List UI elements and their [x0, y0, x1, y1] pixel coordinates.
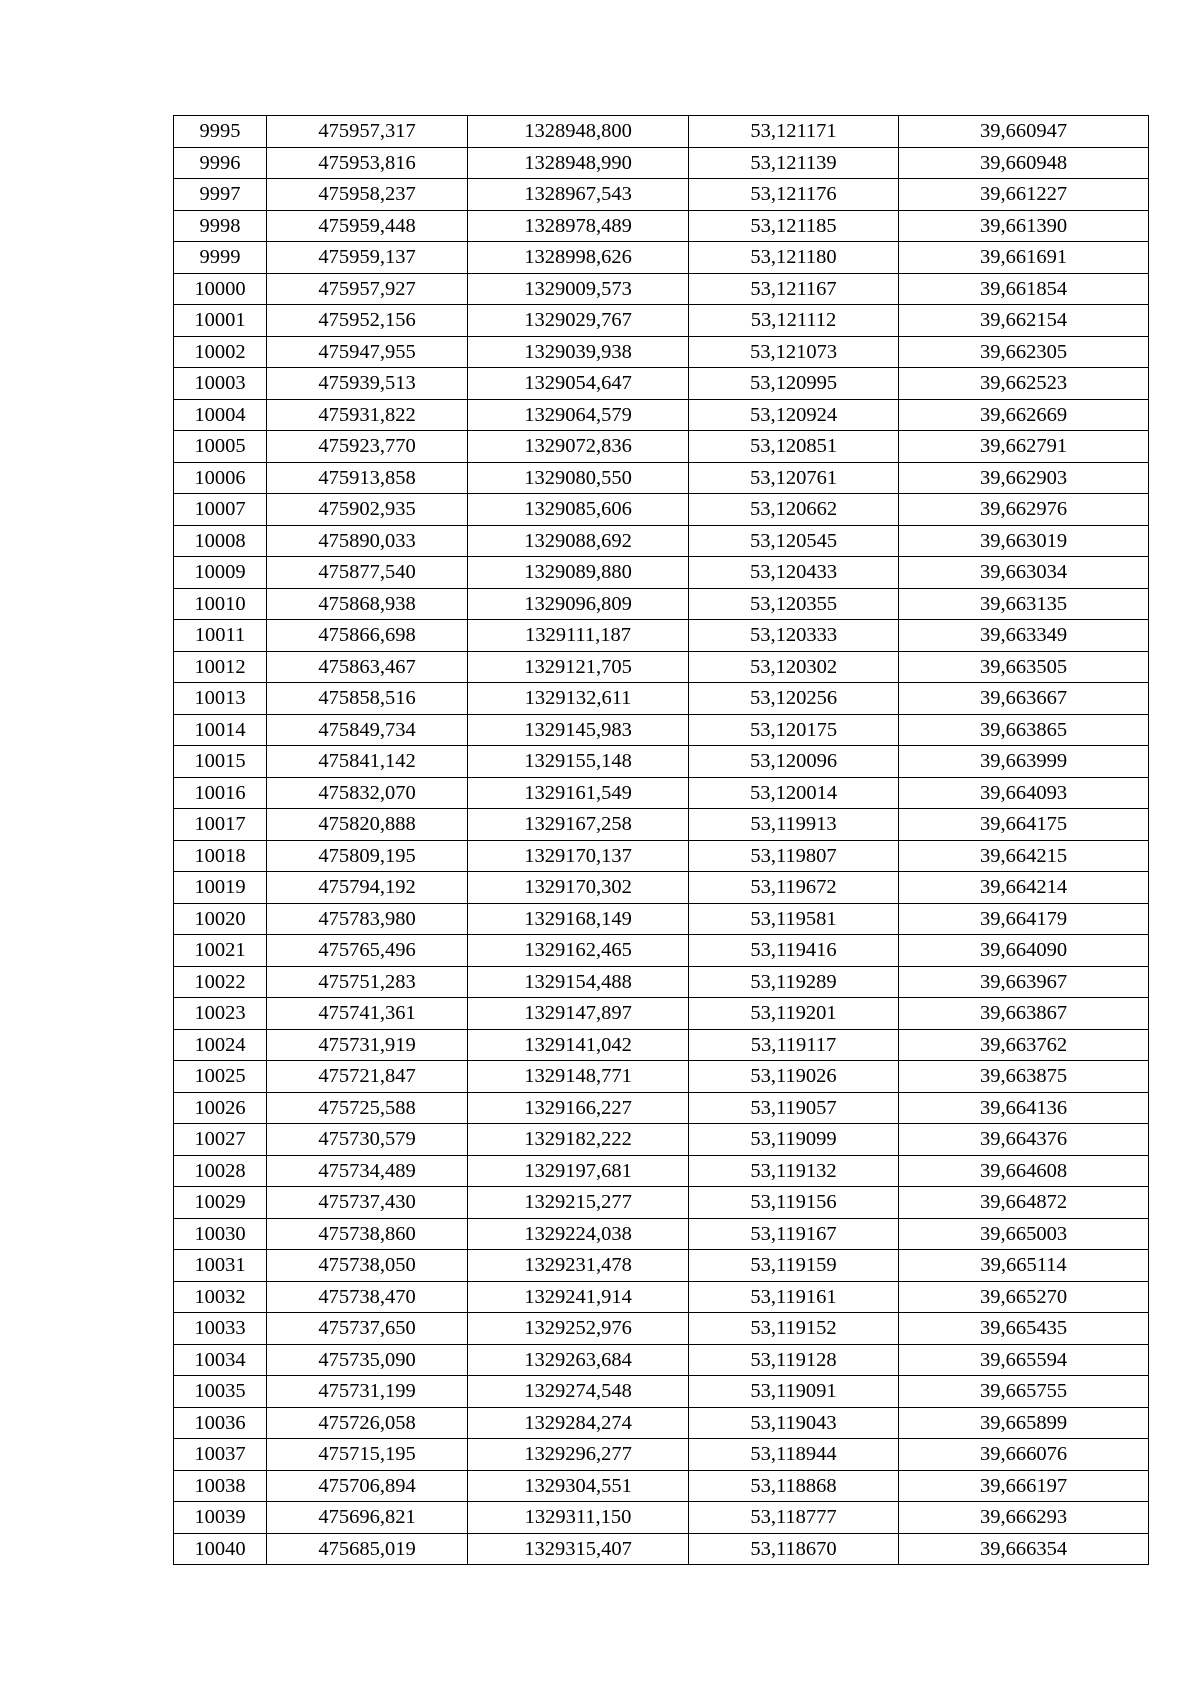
point-number-cell: 9997	[174, 179, 267, 211]
table-row	[174, 1187, 1149, 1219]
longitude-cell: 39,666354	[899, 1533, 1149, 1565]
y-coordinate-cell: 1329096,809	[468, 588, 689, 620]
latitude-cell: 53,119289	[689, 966, 899, 998]
x-coordinate-cell: 475890,033	[267, 525, 468, 557]
point-number-cell: 10037	[174, 1439, 267, 1471]
longitude-cell: 39,665594	[899, 1344, 1149, 1376]
latitude-cell: 53,118944	[689, 1439, 899, 1471]
table-row	[174, 1281, 1149, 1313]
latitude-cell: 53,120761	[689, 462, 899, 494]
latitude-cell: 53,119099	[689, 1124, 899, 1156]
longitude-cell: 39,665899	[899, 1407, 1149, 1439]
longitude-cell: 39,666076	[899, 1439, 1149, 1471]
x-coordinate-cell: 475765,496	[267, 935, 468, 967]
latitude-cell: 53,118777	[689, 1502, 899, 1534]
latitude-cell: 53,120924	[689, 399, 899, 431]
x-coordinate-cell: 475957,927	[267, 273, 468, 305]
table-row	[174, 1439, 1149, 1471]
y-coordinate-cell: 1328967,543	[468, 179, 689, 211]
table-row	[174, 714, 1149, 746]
table-row	[174, 809, 1149, 841]
y-coordinate-cell: 1328948,800	[468, 116, 689, 148]
table-row	[174, 1533, 1149, 1565]
y-coordinate-cell: 1329039,938	[468, 336, 689, 368]
point-number-cell: 10035	[174, 1376, 267, 1408]
y-coordinate-cell: 1329167,258	[468, 809, 689, 841]
y-coordinate-cell: 1329166,227	[468, 1092, 689, 1124]
point-number-cell: 10033	[174, 1313, 267, 1345]
latitude-cell: 53,119201	[689, 998, 899, 1030]
x-coordinate-cell: 475706,894	[267, 1470, 468, 1502]
latitude-cell: 53,119167	[689, 1218, 899, 1250]
y-coordinate-cell: 1329315,407	[468, 1533, 689, 1565]
y-coordinate-cell: 1329252,976	[468, 1313, 689, 1345]
table-row	[174, 462, 1149, 494]
x-coordinate-cell: 475957,317	[267, 116, 468, 148]
longitude-cell: 39,665435	[899, 1313, 1149, 1345]
longitude-cell: 39,662903	[899, 462, 1149, 494]
latitude-cell: 53,119156	[689, 1187, 899, 1219]
table-row	[174, 1344, 1149, 1376]
x-coordinate-cell: 475738,050	[267, 1250, 468, 1282]
table-row	[174, 1124, 1149, 1156]
y-coordinate-cell: 1329085,606	[468, 494, 689, 526]
x-coordinate-cell: 475725,588	[267, 1092, 468, 1124]
table-row	[174, 777, 1149, 809]
table-row	[174, 840, 1149, 872]
point-number-cell: 9995	[174, 116, 267, 148]
x-coordinate-cell: 475730,579	[267, 1124, 468, 1156]
latitude-cell: 53,118868	[689, 1470, 899, 1502]
point-number-cell: 9999	[174, 242, 267, 274]
x-coordinate-cell: 475832,070	[267, 777, 468, 809]
table-row	[174, 1313, 1149, 1345]
longitude-cell: 39,662305	[899, 336, 1149, 368]
table-row	[174, 179, 1149, 211]
x-coordinate-cell: 475731,199	[267, 1376, 468, 1408]
table-row	[174, 557, 1149, 589]
x-coordinate-cell: 475731,919	[267, 1029, 468, 1061]
y-coordinate-cell: 1329064,579	[468, 399, 689, 431]
point-number-cell: 9998	[174, 210, 267, 242]
x-coordinate-cell: 475858,516	[267, 683, 468, 715]
point-number-cell: 10014	[174, 714, 267, 746]
table-row	[174, 525, 1149, 557]
point-number-cell: 10012	[174, 651, 267, 683]
x-coordinate-cell: 475841,142	[267, 746, 468, 778]
y-coordinate-cell: 1328948,990	[468, 147, 689, 179]
point-number-cell: 10005	[174, 431, 267, 463]
point-number-cell: 10016	[174, 777, 267, 809]
y-coordinate-cell: 1329215,277	[468, 1187, 689, 1219]
x-coordinate-cell: 475866,698	[267, 620, 468, 652]
point-number-cell: 10030	[174, 1218, 267, 1250]
table-row	[174, 998, 1149, 1030]
latitude-cell: 53,119117	[689, 1029, 899, 1061]
point-number-cell: 10006	[174, 462, 267, 494]
y-coordinate-cell: 1329088,692	[468, 525, 689, 557]
table-row	[174, 305, 1149, 337]
longitude-cell: 39,664376	[899, 1124, 1149, 1156]
table-row	[174, 1218, 1149, 1250]
table-row	[174, 1061, 1149, 1093]
latitude-cell: 53,119672	[689, 872, 899, 904]
table-row	[174, 336, 1149, 368]
point-number-cell: 10031	[174, 1250, 267, 1282]
y-coordinate-cell: 1329145,983	[468, 714, 689, 746]
y-coordinate-cell: 1328978,489	[468, 210, 689, 242]
point-number-cell: 10027	[174, 1124, 267, 1156]
y-coordinate-cell: 1329080,550	[468, 462, 689, 494]
point-number-cell: 10039	[174, 1502, 267, 1534]
y-coordinate-cell: 1329147,897	[468, 998, 689, 1030]
point-number-cell: 10036	[174, 1407, 267, 1439]
longitude-cell: 39,661227	[899, 179, 1149, 211]
longitude-cell: 39,661854	[899, 273, 1149, 305]
table-row	[174, 210, 1149, 242]
table-row	[174, 273, 1149, 305]
y-coordinate-cell: 1329155,148	[468, 746, 689, 778]
table-row	[174, 399, 1149, 431]
longitude-cell: 39,663867	[899, 998, 1149, 1030]
x-coordinate-cell: 475931,822	[267, 399, 468, 431]
table-row	[174, 1470, 1149, 1502]
x-coordinate-cell: 475959,448	[267, 210, 468, 242]
x-coordinate-cell: 475947,955	[267, 336, 468, 368]
y-coordinate-cell: 1329284,274	[468, 1407, 689, 1439]
y-coordinate-cell: 1329274,548	[468, 1376, 689, 1408]
table-row	[174, 1092, 1149, 1124]
table-row	[174, 1407, 1149, 1439]
latitude-cell: 53,120545	[689, 525, 899, 557]
coordinates-table-body	[174, 116, 1149, 1565]
x-coordinate-cell: 475913,858	[267, 462, 468, 494]
point-number-cell: 10008	[174, 525, 267, 557]
x-coordinate-cell: 475953,816	[267, 147, 468, 179]
x-coordinate-cell: 475939,513	[267, 368, 468, 400]
table-row	[174, 872, 1149, 904]
longitude-cell: 39,663999	[899, 746, 1149, 778]
x-coordinate-cell: 475737,650	[267, 1313, 468, 1345]
point-number-cell: 10032	[174, 1281, 267, 1313]
point-number-cell: 10022	[174, 966, 267, 998]
latitude-cell: 53,120302	[689, 651, 899, 683]
x-coordinate-cell: 475685,019	[267, 1533, 468, 1565]
latitude-cell: 53,119043	[689, 1407, 899, 1439]
x-coordinate-cell: 475715,195	[267, 1439, 468, 1471]
longitude-cell: 39,663967	[899, 966, 1149, 998]
longitude-cell: 39,662154	[899, 305, 1149, 337]
latitude-cell: 53,119132	[689, 1155, 899, 1187]
longitude-cell: 39,664872	[899, 1187, 1149, 1219]
table-row	[174, 242, 1149, 274]
table-row	[174, 683, 1149, 715]
latitude-cell: 53,120851	[689, 431, 899, 463]
x-coordinate-cell: 475849,734	[267, 714, 468, 746]
latitude-cell: 53,119913	[689, 809, 899, 841]
latitude-cell: 53,121167	[689, 273, 899, 305]
latitude-cell: 53,119416	[689, 935, 899, 967]
latitude-cell: 53,120355	[689, 588, 899, 620]
y-coordinate-cell: 1329162,465	[468, 935, 689, 967]
longitude-cell: 39,664608	[899, 1155, 1149, 1187]
y-coordinate-cell: 1329089,880	[468, 557, 689, 589]
table-row	[174, 935, 1149, 967]
longitude-cell: 39,665003	[899, 1218, 1149, 1250]
coordinates-table	[173, 115, 1149, 1565]
longitude-cell: 39,666293	[899, 1502, 1149, 1534]
longitude-cell: 39,664093	[899, 777, 1149, 809]
point-number-cell: 10038	[174, 1470, 267, 1502]
y-coordinate-cell: 1329263,684	[468, 1344, 689, 1376]
x-coordinate-cell: 475959,137	[267, 242, 468, 274]
y-coordinate-cell: 1329170,137	[468, 840, 689, 872]
longitude-cell: 39,662976	[899, 494, 1149, 526]
y-coordinate-cell: 1329161,549	[468, 777, 689, 809]
point-number-cell: 10019	[174, 872, 267, 904]
latitude-cell: 53,118670	[689, 1533, 899, 1565]
latitude-cell: 53,119026	[689, 1061, 899, 1093]
latitude-cell: 53,119159	[689, 1250, 899, 1282]
latitude-cell: 53,119581	[689, 903, 899, 935]
longitude-cell: 39,663667	[899, 683, 1149, 715]
y-coordinate-cell: 1329009,573	[468, 273, 689, 305]
latitude-cell: 53,120333	[689, 620, 899, 652]
table-row	[174, 966, 1149, 998]
longitude-cell: 39,662791	[899, 431, 1149, 463]
latitude-cell: 53,120096	[689, 746, 899, 778]
longitude-cell: 39,664179	[899, 903, 1149, 935]
x-coordinate-cell: 475721,847	[267, 1061, 468, 1093]
y-coordinate-cell: 1329170,302	[468, 872, 689, 904]
y-coordinate-cell: 1329296,277	[468, 1439, 689, 1471]
x-coordinate-cell: 475737,430	[267, 1187, 468, 1219]
longitude-cell: 39,664215	[899, 840, 1149, 872]
table-row	[174, 147, 1149, 179]
y-coordinate-cell: 1329197,681	[468, 1155, 689, 1187]
point-number-cell: 10017	[174, 809, 267, 841]
point-number-cell: 10001	[174, 305, 267, 337]
y-coordinate-cell: 1329231,478	[468, 1250, 689, 1282]
x-coordinate-cell: 475958,237	[267, 179, 468, 211]
y-coordinate-cell: 1328998,626	[468, 242, 689, 274]
x-coordinate-cell: 475794,192	[267, 872, 468, 904]
latitude-cell: 53,120014	[689, 777, 899, 809]
table-row	[174, 1029, 1149, 1061]
longitude-cell: 39,663505	[899, 651, 1149, 683]
y-coordinate-cell: 1329141,042	[468, 1029, 689, 1061]
x-coordinate-cell: 475952,156	[267, 305, 468, 337]
latitude-cell: 53,121185	[689, 210, 899, 242]
point-number-cell: 10013	[174, 683, 267, 715]
point-number-cell: 10003	[174, 368, 267, 400]
longitude-cell: 39,660947	[899, 116, 1149, 148]
longitude-cell: 39,664175	[899, 809, 1149, 841]
longitude-cell: 39,662669	[899, 399, 1149, 431]
latitude-cell: 53,120256	[689, 683, 899, 715]
y-coordinate-cell: 1329304,551	[468, 1470, 689, 1502]
y-coordinate-cell: 1329241,914	[468, 1281, 689, 1313]
table-row	[174, 903, 1149, 935]
latitude-cell: 53,121112	[689, 305, 899, 337]
y-coordinate-cell: 1329054,647	[468, 368, 689, 400]
x-coordinate-cell: 475877,540	[267, 557, 468, 589]
longitude-cell: 39,661390	[899, 210, 1149, 242]
x-coordinate-cell: 475735,090	[267, 1344, 468, 1376]
table-row	[174, 746, 1149, 778]
y-coordinate-cell: 1329148,771	[468, 1061, 689, 1093]
table-row	[174, 1376, 1149, 1408]
latitude-cell: 53,119807	[689, 840, 899, 872]
y-coordinate-cell: 1329168,149	[468, 903, 689, 935]
longitude-cell: 39,661691	[899, 242, 1149, 274]
longitude-cell: 39,664090	[899, 935, 1149, 967]
y-coordinate-cell: 1329121,705	[468, 651, 689, 683]
longitude-cell: 39,665114	[899, 1250, 1149, 1282]
point-number-cell: 10020	[174, 903, 267, 935]
x-coordinate-cell: 475868,938	[267, 588, 468, 620]
point-number-cell: 10009	[174, 557, 267, 589]
point-number-cell: 10024	[174, 1029, 267, 1061]
longitude-cell: 39,662523	[899, 368, 1149, 400]
longitude-cell: 39,666197	[899, 1470, 1149, 1502]
longitude-cell: 39,663762	[899, 1029, 1149, 1061]
x-coordinate-cell: 475820,888	[267, 809, 468, 841]
point-number-cell: 10004	[174, 399, 267, 431]
point-number-cell: 10007	[174, 494, 267, 526]
y-coordinate-cell: 1329111,187	[468, 620, 689, 652]
latitude-cell: 53,121171	[689, 116, 899, 148]
point-number-cell: 10040	[174, 1533, 267, 1565]
latitude-cell: 53,119161	[689, 1281, 899, 1313]
point-number-cell: 10026	[174, 1092, 267, 1124]
point-number-cell: 10034	[174, 1344, 267, 1376]
point-number-cell: 10010	[174, 588, 267, 620]
longitude-cell: 39,660948	[899, 147, 1149, 179]
x-coordinate-cell: 475734,489	[267, 1155, 468, 1187]
x-coordinate-cell: 475696,821	[267, 1502, 468, 1534]
x-coordinate-cell: 475738,470	[267, 1281, 468, 1313]
point-number-cell: 10015	[174, 746, 267, 778]
x-coordinate-cell: 475783,980	[267, 903, 468, 935]
y-coordinate-cell: 1329224,038	[468, 1218, 689, 1250]
longitude-cell: 39,664136	[899, 1092, 1149, 1124]
point-number-cell: 10002	[174, 336, 267, 368]
latitude-cell: 53,120995	[689, 368, 899, 400]
latitude-cell: 53,121176	[689, 179, 899, 211]
latitude-cell: 53,121180	[689, 242, 899, 274]
table-row	[174, 651, 1149, 683]
x-coordinate-cell: 475726,058	[267, 1407, 468, 1439]
table-row	[174, 588, 1149, 620]
x-coordinate-cell: 475809,195	[267, 840, 468, 872]
latitude-cell: 53,119152	[689, 1313, 899, 1345]
point-number-cell: 10000	[174, 273, 267, 305]
longitude-cell: 39,665755	[899, 1376, 1149, 1408]
latitude-cell: 53,120433	[689, 557, 899, 589]
longitude-cell: 39,663349	[899, 620, 1149, 652]
y-coordinate-cell: 1329029,767	[468, 305, 689, 337]
table-row	[174, 1502, 1149, 1534]
table-row	[174, 1155, 1149, 1187]
x-coordinate-cell: 475902,935	[267, 494, 468, 526]
point-number-cell: 10018	[174, 840, 267, 872]
latitude-cell: 53,119128	[689, 1344, 899, 1376]
longitude-cell: 39,663034	[899, 557, 1149, 589]
table-row	[174, 116, 1149, 148]
point-number-cell: 10025	[174, 1061, 267, 1093]
y-coordinate-cell: 1329072,836	[468, 431, 689, 463]
latitude-cell: 53,121139	[689, 147, 899, 179]
latitude-cell: 53,119091	[689, 1376, 899, 1408]
table-row	[174, 1250, 1149, 1282]
point-number-cell: 10029	[174, 1187, 267, 1219]
x-coordinate-cell: 475751,283	[267, 966, 468, 998]
longitude-cell: 39,663875	[899, 1061, 1149, 1093]
y-coordinate-cell: 1329154,488	[468, 966, 689, 998]
table-row	[174, 620, 1149, 652]
point-number-cell: 9996	[174, 147, 267, 179]
y-coordinate-cell: 1329311,150	[468, 1502, 689, 1534]
x-coordinate-cell: 475923,770	[267, 431, 468, 463]
table-row	[174, 494, 1149, 526]
point-number-cell: 10028	[174, 1155, 267, 1187]
point-number-cell: 10023	[174, 998, 267, 1030]
longitude-cell: 39,663019	[899, 525, 1149, 557]
longitude-cell: 39,663135	[899, 588, 1149, 620]
y-coordinate-cell: 1329182,222	[468, 1124, 689, 1156]
longitude-cell: 39,665270	[899, 1281, 1149, 1313]
table-row	[174, 368, 1149, 400]
x-coordinate-cell: 475741,361	[267, 998, 468, 1030]
latitude-cell: 53,120175	[689, 714, 899, 746]
table-row	[174, 431, 1149, 463]
longitude-cell: 39,664214	[899, 872, 1149, 904]
latitude-cell: 53,119057	[689, 1092, 899, 1124]
latitude-cell: 53,121073	[689, 336, 899, 368]
longitude-cell: 39,663865	[899, 714, 1149, 746]
point-number-cell: 10011	[174, 620, 267, 652]
y-coordinate-cell: 1329132,611	[468, 683, 689, 715]
x-coordinate-cell: 475738,860	[267, 1218, 468, 1250]
latitude-cell: 53,120662	[689, 494, 899, 526]
x-coordinate-cell: 475863,467	[267, 651, 468, 683]
point-number-cell: 10021	[174, 935, 267, 967]
